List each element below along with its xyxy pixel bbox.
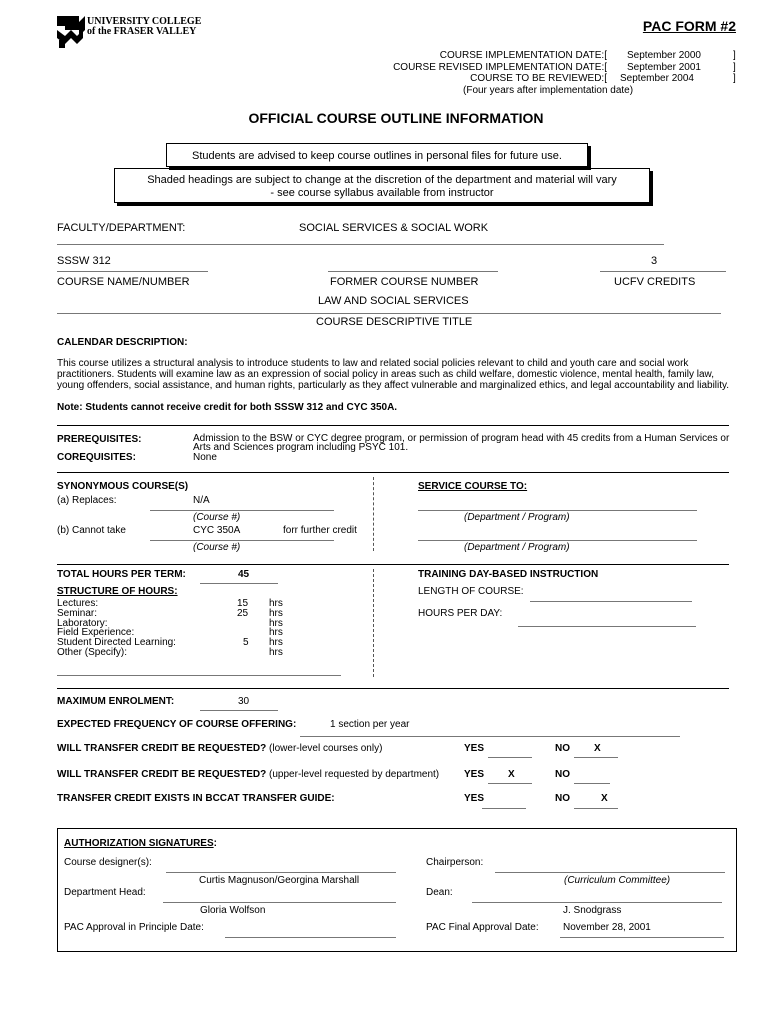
transfer-q1-yes-line[interactable] [488,757,532,758]
hours-label-field: Field Experience: [57,627,135,638]
service-course-label: SERVICE COURSE TO: [418,481,528,492]
coreq-label: COREQUISITES: [57,452,136,463]
max-enrolment-value[interactable]: 30 [238,696,250,707]
hours-per-day-label: HOURS PER DAY: [418,608,503,619]
calendar-label: CALENDAR DESCRIPTION: [57,337,188,348]
faculty-underline [57,244,664,245]
replaces-label: (a) Replaces: [57,495,117,506]
replaces-course-hint: (Course #) [193,512,241,523]
notice-keep-outlines-text: Students are advised to keep course outlines in personal files for future use. [192,150,562,162]
cannot-take-suffix: forr further credit [283,525,357,536]
calendar-line3: young offenders, social assistance, and human rights, particularly as they affect vulnerable and marginalized ethics, and legal accountability and liability. [57,380,730,391]
transfer-q2-rest: (upper-level requested by department) [266,769,440,780]
total-hours-value[interactable]: 45 [238,569,250,580]
transfer-q3-no-line [574,808,618,809]
dean-value: J. Snodgrass [563,905,622,916]
course-title-label: COURSE DESCRIPTIVE TITLE [316,316,473,328]
pac-final-value[interactable]: November 28, 2001 [563,922,651,933]
length-line[interactable] [530,601,692,602]
transfer-q2-yes-mark[interactable]: X [508,769,515,780]
hours-unit-lectures: hrs [269,598,283,609]
auth-title-text: AUTHORIZATION SIGNATURES [64,838,214,849]
notice-shaded-line2: - see course syllabus available from instructor [270,187,494,199]
calendar-line1: This course utilizes a structural analysis to introduce students to law and related social policies relevant to child and youth care and social work [57,358,689,369]
impl-date-value: September 2000 [627,50,701,61]
length-label: LENGTH OF COURSE: [418,586,524,597]
transfer-q3-yes-line[interactable] [482,808,526,809]
notice-shaded-line1: Shaded headings are subject to change at the discretion of the department and material will vary [147,174,617,186]
notice-keep-outlines [166,143,588,167]
pac-principle-label: PAC Approval in Principle Date: [64,922,204,933]
synonymous-column-divider [373,477,374,551]
hours-label-other: Other (Specify): [57,647,128,658]
college-logo-icon [57,16,85,48]
transfer-q1-bold: WILL TRANSFER CREDIT BE REQUESTED? [57,743,267,754]
replaces-line [150,510,334,511]
cannot-take-course-hint: (Course #) [193,542,241,553]
frequency-value[interactable]: 1 section per year [330,719,410,730]
transfer-q3: TRANSFER CREDIT EXISTS IN BCCAT TRANSFER GUIDE: [57,793,335,804]
pac-final-label: PAC Final Approval Date: [426,922,539,933]
hours-unit-sdl: hrs [269,637,283,648]
designer-line[interactable] [166,872,396,873]
course-credits[interactable]: 3 [651,255,658,267]
cannot-take-line [150,540,334,541]
hours-column-divider [373,569,374,677]
training-label: TRAINING DAY-BASED INSTRUCTION [418,569,599,580]
course-number[interactable]: SSSW 312 [57,255,111,267]
course-title-line [57,313,721,314]
section-divider-prereq [57,425,729,426]
transfer-q1-no-line [574,757,618,758]
cannot-take-label: (b) Cannot take [57,525,126,536]
transfer-q1-rest: (lower-level courses only) [266,743,383,754]
service-line1 [418,510,697,511]
hours-label-lectures: Lectures: [57,598,99,609]
review-date-label: COURSE TO BE REVIEWED:[ [470,73,607,84]
hours-value-sdl[interactable]: 5 [243,637,249,648]
auth-title-colon: : [213,838,217,849]
transfer-q2-no-label: NO [555,769,570,780]
prereq-line2[interactable]: Arts and Sciences program including PSYC 101. [193,442,409,453]
calendar-note: Note: Students cannot receive credit for both SSSW 312 and CYC 350A. [57,402,398,413]
dean-line[interactable] [472,902,722,903]
credits-label: UCFV CREDITS [614,276,696,288]
faculty-label: FACULTY/DEPARTMENT: [57,222,186,234]
transfer-q3-no-mark[interactable]: X [601,793,608,804]
faculty-value[interactable]: SOCIAL SERVICES & SOCIAL WORK [299,222,489,234]
hours-unit-other: hrs [269,647,283,658]
total-hours-label: TOTAL HOURS PER TERM: [57,569,186,580]
course-number-line [57,271,208,272]
dept-head-label: Department Head: [64,887,146,898]
main-title: OFFICIAL COURSE OUTLINE INFORMATION [248,110,544,126]
revised-date-label: COURSE REVISED IMPLEMENTATION DATE:[ [393,62,607,73]
dept-head-value: Gloria Wolfson [200,905,266,916]
transfer-q2-bold: WILL TRANSFER CREDIT BE REQUESTED? [57,769,267,780]
logo-line2: of the FRASER VALLEY [87,26,197,37]
transfer-q3-no-label: NO [555,793,570,804]
service-hint1: (Department / Program) [464,512,570,523]
review-date-bracket: ] [733,73,736,84]
hours-unit-laboratory: hrs [269,618,283,629]
transfer-q2-no-line[interactable] [574,783,610,784]
hours-unit-seminar: hrs [269,608,283,619]
prereq-line1[interactable]: Admission to the BSW or CYC degree program, or permission of program head with 45 credits from a Human Services or [193,433,730,444]
credits-line [600,271,726,272]
hours-label-seminar: Seminar: [57,608,98,619]
course-number-label: COURSE NAME/NUMBER [57,276,190,288]
chair-value: (Curriculum Committee) [564,875,671,886]
course-title[interactable]: LAW AND SOCIAL SERVICES [318,295,469,307]
calendar-line2: practitioners. Students will examine law as an expression of social policy in areas such as child welfare, domestic violence, mental health, family law, [57,369,714,380]
cannot-take-value[interactable]: CYC 350A [193,525,241,536]
total-hours-line [200,583,278,584]
transfer-q1-yes-label: YES [464,743,485,754]
hours-value-lectures[interactable]: 15 [237,598,249,609]
form-title: PAC FORM #2 [642,18,736,34]
structure-label: STRUCTURE OF HOURS: [57,586,178,597]
auth-title [64,838,217,849]
hours-unit-field: hrs [269,627,283,638]
pac-final-line [560,937,724,938]
impl-date-label: COURSE IMPLEMENTATION DATE:[ [439,50,607,61]
hours-label-laboratory: Laboratory: [57,618,108,629]
revised-date-value: September 2001 [627,62,701,73]
section-divider-enrolment [57,688,729,689]
service-line2 [418,540,697,541]
prereq-label: PREREQUISITES: [57,434,142,445]
max-enrolment-line [200,710,278,711]
revised-date-bracket: ] [733,62,736,73]
notice-shaded-headings [114,168,650,203]
coreq-value[interactable]: None [193,452,217,463]
former-number-label: FORMER COURSE NUMBER [330,276,479,288]
hours-bottom-line [57,675,341,676]
chair-line[interactable] [495,872,725,873]
transfer-q2-yes-line [488,783,532,784]
transfer-q2 [57,769,439,780]
transfer-q3-yes-label: YES [464,793,485,804]
logo-line1: UNIVERSITY COLLEGE [87,16,202,27]
section-divider-hours [57,564,729,565]
frequency-label: EXPECTED FREQUENCY OF COURSE OFFERING: [57,719,297,730]
hours-per-day-line[interactable] [518,626,696,627]
chair-label: Chairperson: [426,857,484,868]
replaces-value[interactable]: N/A [193,495,210,506]
review-date-value: September 2004 [620,73,694,84]
dean-label: Dean: [426,887,453,898]
former-number-line [328,271,498,272]
review-note: (Four years after implementation date) [463,85,634,96]
section-divider-synonymous [57,472,729,473]
frequency-line [300,736,680,737]
dept-head-line[interactable] [163,902,396,903]
service-hint2: (Department / Program) [464,542,570,553]
transfer-q1-no-mark[interactable]: X [594,743,601,754]
pac-principle-line[interactable] [225,937,396,938]
transfer-q1 [57,743,382,754]
designer-label: Course designer(s): [64,857,152,868]
hours-label-sdl: Student Directed Learning: [57,637,176,648]
transfer-q2-yes-label: YES [464,769,485,780]
designer-value: Curtis Magnuson/Georgina Marshall [199,875,360,886]
synonymous-label: SYNONYMOUS COURSE(S) [57,481,189,492]
impl-date-bracket: ] [733,50,736,61]
hours-value-seminar[interactable]: 25 [237,608,249,619]
transfer-q1-no-label: NO [555,743,570,754]
max-enrolment-label: MAXIMUM ENROLMENT: [57,696,175,707]
